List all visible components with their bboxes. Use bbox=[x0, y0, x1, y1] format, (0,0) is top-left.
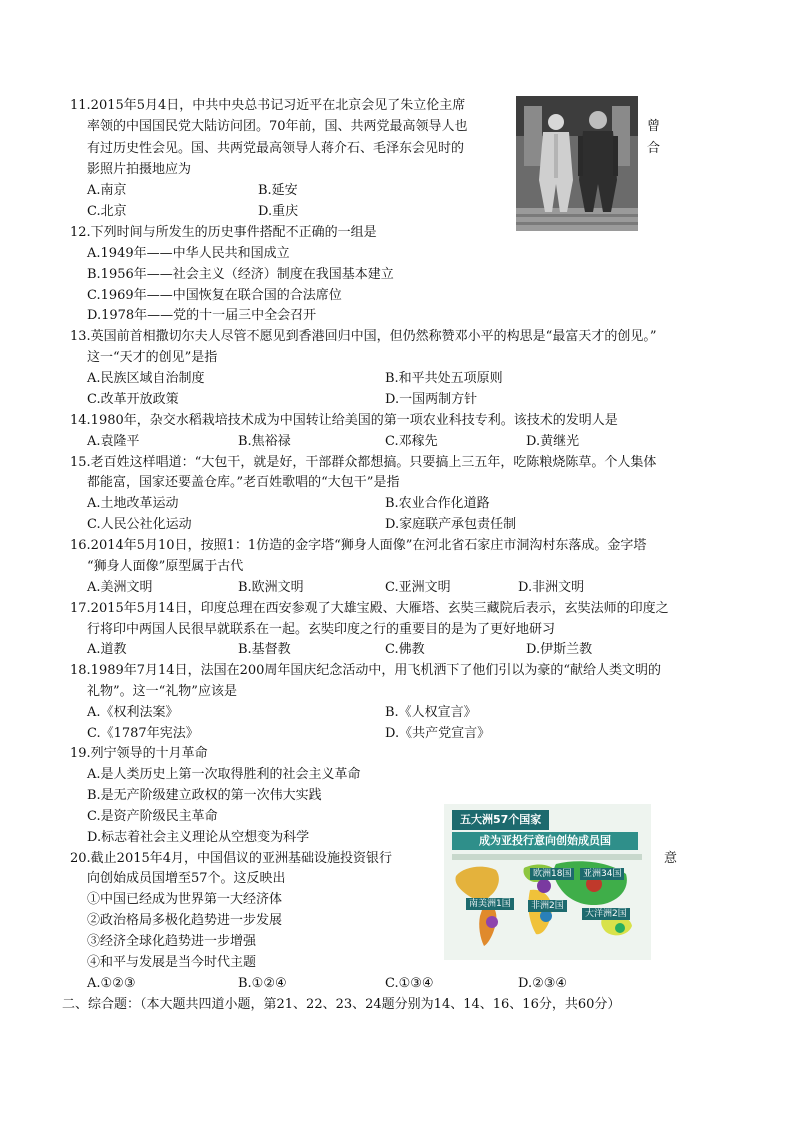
q19-option-c: C.是资产阶级民主革命 bbox=[87, 809, 218, 824]
q13-line-1: 13.英国前首相撒切尔夫人尽管不愿见到香港回归中国，但仍然称赞邓小平的构思是“最富天才的创见。” bbox=[70, 329, 657, 344]
q16-option-d: D.非洲文明 bbox=[518, 580, 585, 595]
q20-line-1: 20.截止2015年4月，中国倡议的亚洲基础设施投资银行 bbox=[70, 851, 393, 866]
q16-option-b: B.欧洲文明 bbox=[238, 580, 304, 595]
region-label-europe: 欧洲18国 bbox=[530, 868, 574, 880]
q15-line-1: 15.老百姓这样唱道：“大包干，就是好，干部群众都想搞。只要搞上三五年，吃陈粮烧陈草。个人集体 bbox=[70, 455, 657, 470]
q16-line-1: 16.2014年5月10日，按照1：1仿造的金字塔“狮身人面像”在河北省石家庄市洞沟村东落成。金字塔 bbox=[70, 538, 647, 553]
q16-line-2: “狮身人面像”原型属于古代 bbox=[87, 559, 244, 574]
q14-stem: 14.1980年，杂交水稻栽培技术成为中国转让给美国的第一项农业科技专利。该技术的发明人是 bbox=[70, 413, 618, 428]
q13-option-a: A.民族区域自治制度 bbox=[87, 371, 205, 386]
q14-option-d: D.黄继光 bbox=[526, 434, 580, 449]
q20-item-2: ②政治格局多极化趋势进一步发展 bbox=[87, 913, 283, 928]
q11-option-d: D.重庆 bbox=[258, 204, 299, 219]
historical-photo-drawing bbox=[516, 96, 638, 231]
q20-option-a: A.①②③ bbox=[87, 976, 136, 991]
q20-item-3: ③经济全球化趋势进一步增强 bbox=[87, 934, 257, 949]
q20-item-1: ①中国已经成为世界第一大经济体 bbox=[87, 892, 283, 907]
q11-line-3: 有过历史性会见。国、共两党最高领导人蒋介石、毛泽东会见时的 bbox=[87, 141, 465, 156]
q20-option-d: D.②③④ bbox=[518, 976, 568, 991]
q17-line-1: 17.2015年5月14日，印度总理在西安参观了大雄宝殿、大雁塔、玄奘三藏院后表示，玄奘法师的印度之 bbox=[70, 601, 669, 616]
q11-line-2: 率领的中国国民党大陆访问团。70年前，国、共两党最高领导人也 bbox=[87, 119, 468, 134]
q20-option-c: C.①③④ bbox=[385, 976, 434, 991]
q19-option-b: B.是无产阶级建立政权的第一次伟大实践 bbox=[87, 788, 322, 803]
q12-option-a: A.1949年——中华人民共和国成立 bbox=[87, 246, 290, 261]
q11-line-4: 影照片拍摄地应为 bbox=[87, 162, 192, 177]
q18-option-d: D.《共产党宣言》 bbox=[385, 726, 491, 741]
q15-option-a: A.土地改革运动 bbox=[87, 496, 179, 511]
world-map-icon bbox=[444, 804, 651, 960]
q13-option-b: B.和平共处五项原则 bbox=[385, 371, 503, 386]
q15-option-b: B.农业合作化道路 bbox=[385, 496, 490, 511]
q17-option-c: C.佛教 bbox=[385, 642, 425, 657]
q13-line-2: 这一“天才的创见”是指 bbox=[87, 350, 218, 365]
q16-option-c: C.亚洲文明 bbox=[385, 580, 451, 595]
aiib-map-image bbox=[444, 804, 651, 960]
q16-option-a: A.美洲文明 bbox=[87, 580, 153, 595]
q14-option-c: C.邓稼先 bbox=[385, 434, 438, 449]
q20-item-4: ④和平与发展是当今时代主题 bbox=[87, 955, 257, 970]
q14-option-b: B.焦裕禄 bbox=[238, 434, 291, 449]
q12-stem: 12.下列时间与所发生的历史事件搭配不正确的一组是 bbox=[70, 225, 377, 240]
q17-line-2: 行将印中两国人民很早就联系在一起。玄奘印度之行的重要目的是为了更好地研习 bbox=[87, 622, 556, 637]
q17-option-b: B.基督教 bbox=[238, 642, 291, 657]
q13-option-d: D.一国两制方针 bbox=[385, 392, 478, 407]
q17-option-d: D.伊斯兰教 bbox=[526, 642, 593, 657]
q18-line-2: 礼物”。这一“礼物”应该是 bbox=[87, 684, 237, 699]
q11-option-b: B.延安 bbox=[258, 183, 298, 198]
q14-option-a: A.袁隆平 bbox=[87, 434, 140, 449]
q20-line-2: 向创始成员国增至57个。这反映出 bbox=[87, 871, 286, 886]
region-label-africa: 非洲2国 bbox=[528, 900, 567, 912]
q12-option-b: B.1956年——社会主义（经济）制度在我国基本建立 bbox=[87, 267, 394, 282]
section-2-heading: 二、综合题：（本大题共四道小题，第21、22、23、24题分别为14、14、16、16分，共60分） bbox=[62, 997, 621, 1012]
q15-option-d: D.家庭联产承包责任制 bbox=[385, 517, 517, 532]
q20-option-b: B.①②④ bbox=[238, 976, 287, 991]
q19-option-a: A.是人类历史上第一次取得胜利的社会主义革命 bbox=[87, 767, 361, 782]
q20-overflow-char: 意 bbox=[664, 851, 678, 866]
q11-overflow-char-1: 曾 bbox=[647, 119, 661, 134]
q11-line-1: 11.2015年5月4日，中共中央总书记习近平在北京会见了朱立伦主席 bbox=[70, 98, 466, 113]
q18-option-b: B.《人权宣言》 bbox=[385, 705, 477, 720]
q18-option-c: C.《1787年宪法》 bbox=[87, 726, 199, 741]
q11-option-c: C.北京 bbox=[87, 204, 127, 219]
q15-option-c: C.人民公社化运动 bbox=[87, 517, 192, 532]
q19-option-d: D.标志着社会主义理论从空想变为科学 bbox=[87, 830, 310, 845]
aiib-subtitle: 成为亚投行意向创始成员国 bbox=[479, 834, 611, 847]
historical-photo bbox=[516, 96, 638, 231]
q19-stem: 19.列宁领导的十月革命 bbox=[70, 746, 208, 761]
q17-option-a: A.道教 bbox=[87, 642, 127, 657]
q12-option-c: C.1969年——中国恢复在联合国的合法席位 bbox=[87, 288, 342, 303]
q11-overflow-char-2: 合 bbox=[647, 141, 661, 156]
region-label-asia: 亚洲34国 bbox=[580, 868, 624, 880]
q13-option-c: C.改革开放政策 bbox=[87, 392, 179, 407]
q15-line-2: 都能富，国家还要盖仓库。”老百姓歌唱的“大包干”是指 bbox=[87, 475, 400, 490]
aiib-title: 五大洲57个国家 bbox=[460, 813, 542, 826]
region-label-south-america: 南美洲1国 bbox=[466, 898, 514, 910]
region-label-oceania: 大洋洲2国 bbox=[582, 908, 630, 920]
q11-option-a: A.南京 bbox=[87, 183, 127, 198]
q12-option-d: D.1978年——党的十一届三中全会召开 bbox=[87, 308, 317, 323]
q18-option-a: A.《权利法案》 bbox=[87, 705, 179, 720]
q18-line-1: 18.1989年7月14日，法国在200周年国庆纪念活动中，用飞机洒下了他们引以为豪的“献给人类文明的 bbox=[70, 663, 662, 678]
